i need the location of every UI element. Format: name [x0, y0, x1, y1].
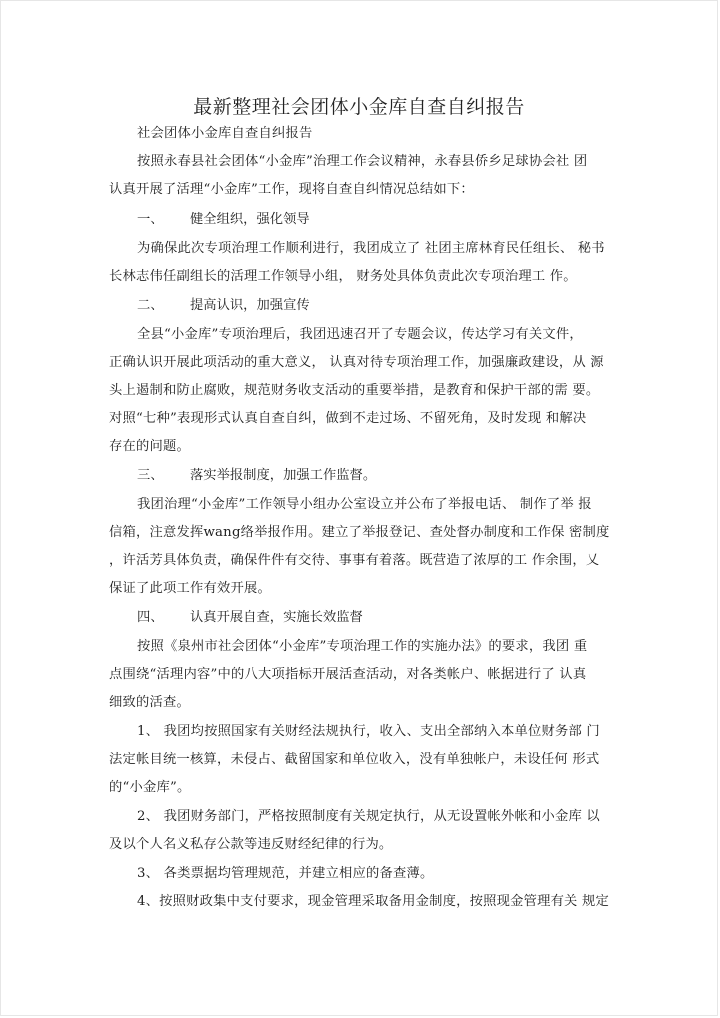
paragraph-line: 我团治理“小金库”工作领导小组办公室设立并公布了举报电话、 制作了举 报 [137, 497, 592, 512]
list-item-line: 及以个人名义私存公款等违反财经纪律的行为。 [109, 837, 393, 852]
paragraph-line: 存在的问题。 [109, 439, 190, 454]
paragraph-line: 细致的活查。 [109, 695, 190, 710]
section-heading: 认真开展自查，实施长效监督 [190, 610, 363, 625]
paragraph-line: 保证了此项工作有效开展。 [109, 581, 271, 596]
list-item-line: 2、 我团财务部门，严格按照制度有关规定执行，从无设置帐外帐和小金库 以 [137, 809, 600, 824]
subtitle: 社会团体小金库自查自纠报告 [137, 126, 313, 141]
paragraph-line: 点围绕“活理内容”中的八大项指标开展活查活动，对各类帐户、帐据进行了 认真 [109, 667, 587, 682]
paragraph-line: 正确认识开展此项活动的重大意义， 认真对待专项治理工作，加强廉政建设，从 源 [109, 355, 604, 370]
section-heading: 落实举报制度，加强工作监督。 [190, 468, 377, 483]
list-item-line: 法定帐目统一核算，未侵占、截留国家和单位收入，没有单独帐户，未设任何 形式 [109, 752, 600, 767]
section-number: 一、 [137, 212, 164, 227]
section-number: 三、 [137, 468, 164, 483]
paragraph-line: 头上遏制和防止腐败，规范财务收支活动的重要举措，是教育和保护干部的需 要。 [109, 383, 600, 398]
document-title: 最新整理社会团体小金库自查自纠报告 [193, 96, 525, 118]
section-heading: 提高认识，加强宣传 [190, 298, 310, 313]
list-item-line: 的“小金库”。 [109, 780, 191, 795]
list-item-line: 4、按照财政集中支付要求，现金管理采取备用金制度，按照现金管理有关 规定 [137, 894, 609, 909]
paragraph-line: 长林志伟任副组长的活理工作领导小组， 财务处具体负责此次专项治理工 作。 [109, 269, 577, 284]
section-number: 二、 [137, 298, 164, 313]
paragraph-line: 信箱，注意发挥wang络举报作用。建立了举报登记、查处督办制度和工作保 密制度 [109, 525, 610, 540]
paragraph-line: 对照“七种”表现形式认真自查自纠，做到不走过场、不留死角，及时发现 和解决 [109, 411, 587, 426]
list-item-line: 1、 我团均按照国家有关财经法规执行，收入、支出全部纳入本单位财务部 门 [137, 724, 600, 739]
paragraph-line: 按照《泉州市社会团体“小金库”专项治理工作的实施办法》的要求，我团 重 [137, 639, 588, 654]
section-heading: 健全组织，强化领导 [190, 212, 310, 227]
list-item-line: 3、 各类票据均管理规范，并建立相应的备查薄。 [137, 866, 434, 881]
intro-line: 认真开展了活理“小金库”工作，现将自查自纠情况总结如下： [109, 182, 474, 197]
section-number: 四、 [137, 610, 164, 625]
intro-line: 按照永春县社会团体“小金库”治理工作会议精神，永春县侨乡足球协会社 团 [137, 154, 588, 169]
paragraph-line: ，许活芳具体负责，确保件件有交待、事事有着落。既营造了浓厚的工 作余围，乂 [109, 553, 600, 568]
paragraph-line: 全县“小金库”专项治理后，我团迅速召开了专题会议，传达学习有关文件， [137, 327, 583, 342]
paragraph-line: 为确保此次专项治理工作顺利进行，我团成立了 社团主席林育民任组长、 秘书 [137, 241, 605, 256]
